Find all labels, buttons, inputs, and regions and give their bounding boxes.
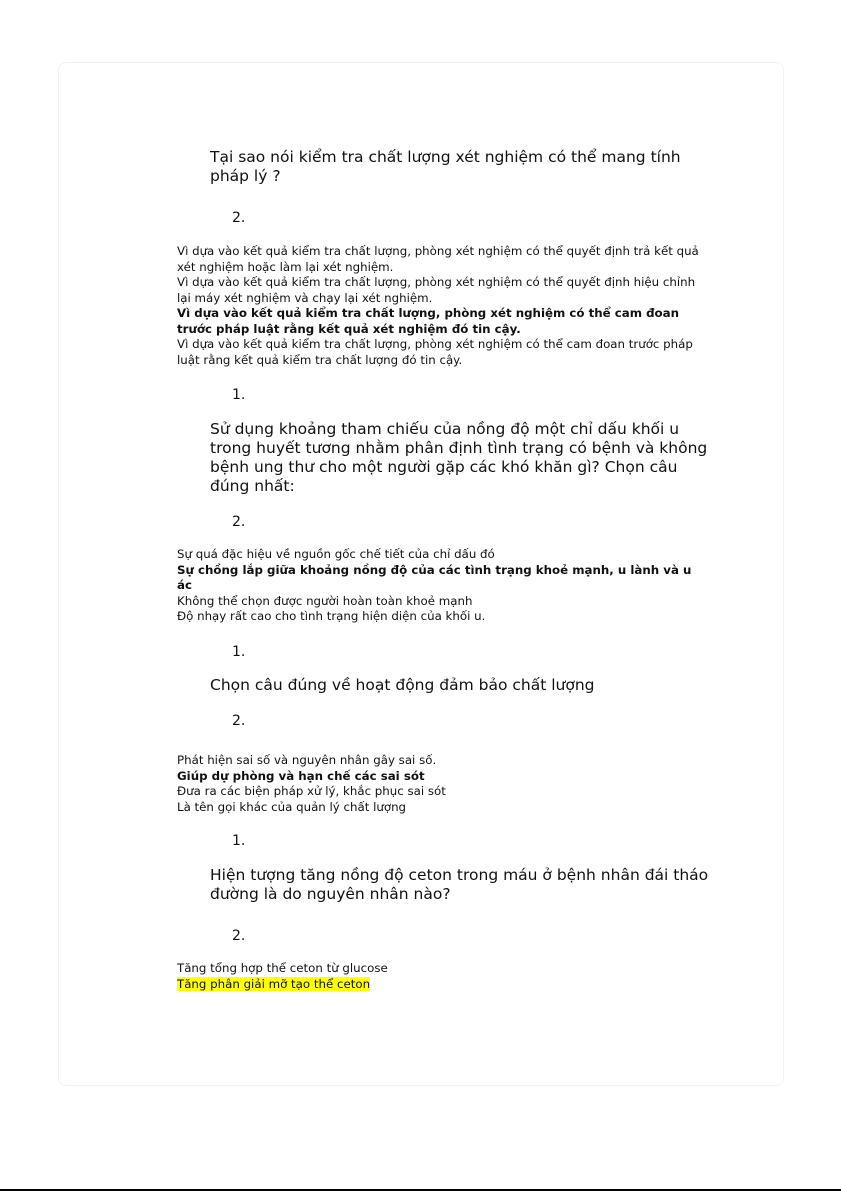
answer-option: Là tên gọi khác của quản lý chất lượng bbox=[177, 799, 407, 814]
list-marker: 1. bbox=[232, 833, 246, 849]
highlight-mark: Tăng phân giải mỡ tạo thể ceton bbox=[177, 976, 371, 991]
question-text: Chọn câu đúng về hoạt động đảm bảo chất lượng bbox=[210, 676, 595, 694]
list-marker: 1. bbox=[232, 387, 246, 403]
answer-options bbox=[177, 753, 707, 815]
list-marker: 2. bbox=[232, 928, 246, 944]
answer-option-correct: Vì dựa vào kết quả kiểm tra chất lượng, phòng xét nghiệm có thể cam đoan trước pháp luật rằng kết quả xét nghiệm đó tin cậy. bbox=[177, 306, 679, 336]
answer-option: Không thể chọn được người hoàn toàn khoẻ mạnh bbox=[177, 593, 473, 608]
answer-option: Vì dựa vào kết quả kiểm tra chất lượng, phòng xét nghiệm có thể quyết định hiệu chỉnh lại máy xét nghiệm và chạy lại xét nghiệm. bbox=[177, 275, 696, 305]
list-marker: 2. bbox=[232, 514, 246, 530]
answer-option: Độ nhạy rất cao cho tình trạng hiện diện của khối u. bbox=[177, 609, 486, 623]
list-marker: 2. bbox=[232, 713, 246, 729]
answer-option-highlighted bbox=[177, 977, 707, 993]
answer-option: Vì dựa vào kết quả kiểm tra chất lượng, phòng xét nghiệm có thể cam đoan trước pháp luật rằng kết quả kiểm tra chất lượng đó tin cậy. bbox=[177, 337, 693, 367]
answer-option-correct: Sự chồng lắp giữa khoảng nồng độ của các tình trạng khoẻ mạnh, u lành và u ác bbox=[177, 562, 692, 592]
question-text: Tại sao nói kiểm tra chất lượng xét nghiệm có thể mang tính pháp lý ? bbox=[210, 148, 681, 185]
answer-option: Đưa ra các biện pháp xử lý, khắc phục sai sót bbox=[177, 784, 446, 798]
answer-option: Tăng tổng hợp thể ceton từ glucose bbox=[177, 961, 388, 975]
answer-options bbox=[177, 244, 707, 368]
answer-option: Sự quá đặc hiệu về nguồn gốc chế tiết của chỉ dấu đó bbox=[177, 547, 495, 561]
answer-option: Phát hiện sai số và nguyên nhân gây sai số. bbox=[177, 753, 437, 767]
answer-option: Vì dựa vào kết quả kiểm tra chất lượng, phòng xét nghiệm có thể quyết định trả kết quả xét nghiệm hoặc làm lại xét nghiệm. bbox=[177, 244, 699, 274]
list-marker: 2. bbox=[232, 210, 246, 226]
list-marker: 1. bbox=[232, 644, 246, 660]
answer-option-correct: Giúp dự phòng và hạn chế các sai sót bbox=[177, 768, 425, 783]
answer-options bbox=[177, 547, 707, 625]
answer-options bbox=[177, 961, 707, 992]
question-text: Sử dụng khoảng tham chiếu của nồng độ một chỉ dấu khối u trong huyết tương nhằm phân định tình trạng có bệnh và không bệnh ung thư cho một người gặp các khó khăn gì? Chọn câu đúng nhất: bbox=[210, 420, 708, 495]
question-text: Hiện tượng tăng nồng độ ceton trong máu ở bệnh nhân đái tháo đường là do nguyên nhân nào? bbox=[210, 866, 709, 903]
